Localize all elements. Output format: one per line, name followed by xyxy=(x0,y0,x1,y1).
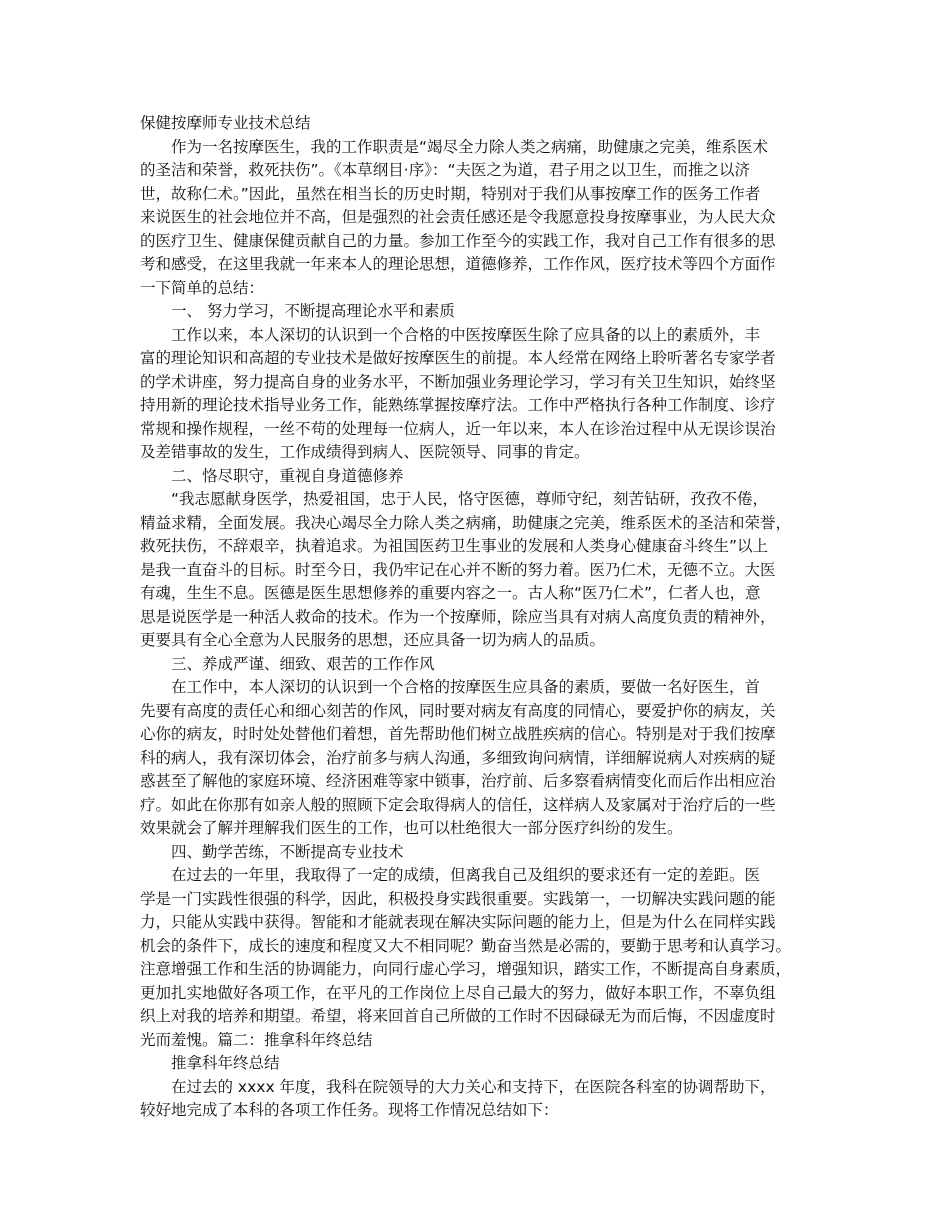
paragraph-line: 先要有高度的责任心和细心刻苦的作风，同时要对病友有高度的同情心，要爱护你的病友，关 xyxy=(140,701,776,720)
document-title: 保健按摩师专业技术总结 xyxy=(140,114,311,132)
paragraph-line: 光而羞愧。篇二：推拿科年终总结 xyxy=(140,1030,373,1049)
paragraph-line: 工作以来，本人深切的认识到一个合格的中医按摩医生除了应具备的以上的素质外，丰 xyxy=(171,325,761,344)
paragraph-line: 的学术讲座，努力提高自身的业务水平，不断加强业务理论学习，学习有关卫生知识，始终坚 xyxy=(140,372,776,391)
document-page xyxy=(140,112,812,1123)
paragraph-line: 富的理论知识和高超的专业技术是做好按摩医生的前提。本人经常在网络上聆听著名专家学者 xyxy=(140,349,776,367)
paragraph-line: 一下简单的总结： xyxy=(140,278,265,297)
paragraph-line: 在过去的一年里，我取得了一定的成绩，但离我自己及组织的要求还有一定的差距。医 xyxy=(171,866,761,884)
paragraph-line: 思是说医学是一种活人救命的技术。作为一个按摩师，除应当具有对病人高度负责的精神外， xyxy=(140,607,776,626)
paragraph-line: 更要具有全心全意为人民服务的思想，还应具备一切为病人的品质。 xyxy=(140,631,606,649)
paragraph-line: 机会的条件下，成长的速度和程度又大不相同呢？勤奋当然是必需的，要勤于思考和认真学习。 xyxy=(140,936,792,955)
paragraph-line: 力，只能从实践中获得。智能和才能就表现在解决实际问题的能力上，但是为什么在同样实践 xyxy=(140,913,776,931)
paragraph-line: 考和感受，在这里我就一年来本人的理论思想，道德修养，工作作风，医疗技术等四个方面作 xyxy=(140,255,776,273)
paragraph-line: 学是一门实践性很强的科学，因此，积极投身实践很重要。实践第一，一切解决实践问题的能 xyxy=(140,889,776,908)
section-heading: 二、恪尽职守，重视自身道德修养 xyxy=(171,466,404,485)
paragraph-line: 有魂，生生不息。医德是医生思想修养的重要内容之一。古人称“医乃仁术”，仁者人也，意 xyxy=(140,584,761,602)
paragraph-line: 的医疗卫生、健康保健贡献自己的力量。参加工作至今的实践工作，我对自己工作有很多的思 xyxy=(140,231,776,250)
section-heading: 四、勤学苦练，不断提高专业技术 xyxy=(171,842,404,861)
paragraph-line: 作为一名按摩医生，我的工作职责是“竭尽全力除人类之病痛，助健康之完美，维系医术 xyxy=(171,137,769,156)
paragraph-line: 救死扶伤，不辞艰辛，执着追求。为祖国医药卫生事业的发展和人类身心健康奋斗终生”以上 xyxy=(140,537,769,555)
paragraph-line: “我志愿献身医学，热爱祖国，忠于人民，恪守医德，尊师守纪，刻苦钻研，孜孜不倦， xyxy=(171,490,769,508)
paragraph-line: 科的病人，我有深切体会，治疗前多与病人沟通，多细致询问病情，详细解说病人对疾病的疑 xyxy=(140,748,776,767)
section-heading: 一、 努力学习，不断提高理论水平和素质 xyxy=(171,302,455,320)
section-heading: 三、养成严谨、细致、艰苦的工作作风 xyxy=(171,654,435,673)
paragraph-line: 来说医生的社会地位并不高，但是强烈的社会责任感还是令我愿意投身按摩事业，为人民大众 xyxy=(140,208,776,226)
paragraph-line: 织上对我的培养和期望。希望，将来回首自己所做的工作时不因碌碌无为而后悔，不因虚度时 xyxy=(140,1007,776,1025)
paragraph-line: 的圣洁和荣誉，救死扶伤”。《本草纲目·序》：“夫医之为道，君子用之以卫生，而推之以济 xyxy=(140,161,750,179)
paragraph-line: 精益求精，全面发展。我决心竭尽全力除人类之病痛，助健康之完美，维系医术的圣洁和荣誉， xyxy=(140,513,792,532)
paragraph-line: 注意增强工作和生活的协调能力，向同行虚心学习，增强知识，踏实工作，不断提高自身素质， xyxy=(140,960,792,978)
paragraph-line: 世，故称仁术。”因此，虽然在相当长的历史时期，特别对于我们从事按摩工作的医务工作者 xyxy=(140,184,761,203)
paragraph-line: 效果就会了解并理解我们医生的工作，也可以杜绝很大一部分医疗纠纷的发生。 xyxy=(140,819,683,837)
paragraph-line: 是我一直奋斗的目标。时至今日，我仍牢记在心并不断的努力着。医乃仁术，无德不立。大医 xyxy=(140,560,776,579)
paragraph-line: 惑甚至了解他的家庭环境、经济困难等家中锁事，治疗前、后多察看病情变化而后作出相应治 xyxy=(140,772,776,790)
paragraph-line: 疗。如此在你那有如亲人般的照顾下定会取得病人的信任，这样病人及家属对于治疗后的一些 xyxy=(140,795,776,814)
section-heading: 推拿科年终总结 xyxy=(171,1054,280,1072)
paragraph-line: 常规和操作规程，一丝不苟的处理每一位病人，近一年以来，本人在诊治过程中从无误诊误治 xyxy=(140,419,776,438)
paragraph-line: 更加扎实地做好各项工作，在平凡的工作岗位上尽自己最大的努力，做好本职工作，不辜负组 xyxy=(140,983,776,1002)
paragraph-line: 较好地完成了本科的各项工作任务。现将工作情况总结如下： xyxy=(140,1101,559,1119)
paragraph-line: 心你的病友，时时处处替他们着想，首先帮助他们树立战胜疾病的信心。特别是对于我们按摩 xyxy=(140,725,776,743)
paragraph-line: 持用新的理论技术指导业务工作，能熟练掌握按摩疗法。工作中严格执行各种工作制度、诊疗 xyxy=(140,396,776,414)
paragraph-line: 在工作中，本人深切的认识到一个合格的按摩医生应具备的素质，要做一名好医生，首 xyxy=(171,678,761,696)
paragraph-line: 在过去的 xxxx 年度，我科在院领导的大力关心和支持下，在医院各科室的协调帮助下， xyxy=(171,1077,776,1096)
document-body xyxy=(140,136,812,1123)
paragraph-line: 及差错事故的发生，工作成绩得到病人、医院领导、同事的肯定。 xyxy=(140,443,590,461)
